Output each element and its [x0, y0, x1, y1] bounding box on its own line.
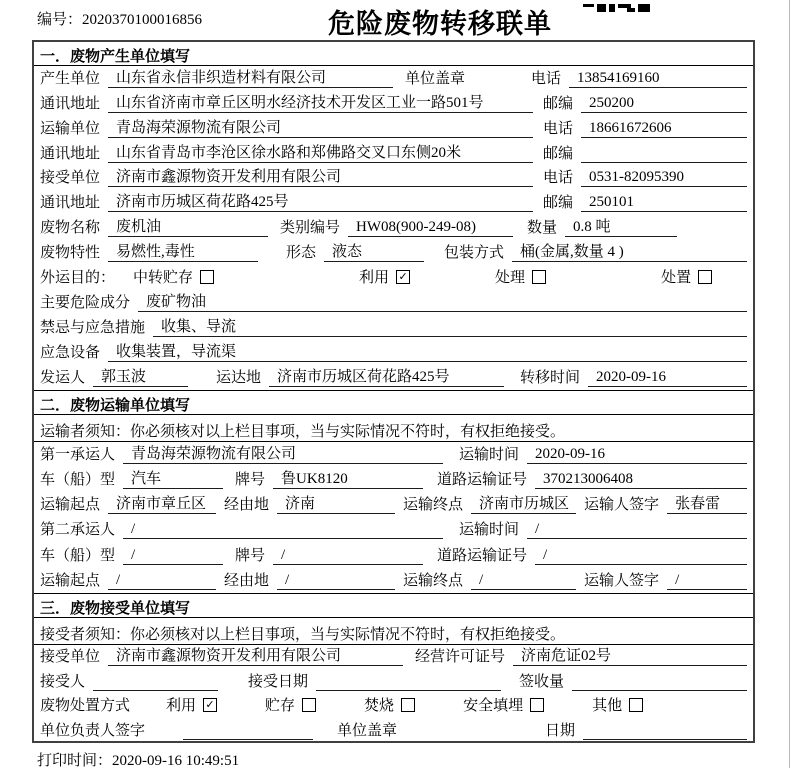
receiver-zip-value: 250101 — [581, 194, 747, 212]
producer-value: 山东省永信非织造材料有限公司 — [108, 66, 393, 88]
carrier-sign-label: 运输人签字 — [584, 572, 660, 589]
destination-value: 济南市历城区荷花路425号 — [269, 365, 504, 387]
equipment-value: 收集装置，导流渠 — [108, 340, 747, 362]
first-terminus-value: 济南市历城区 — [471, 492, 576, 514]
disposal-option-incinerate — [364, 694, 415, 715]
address-label: 通讯地址 — [40, 95, 101, 112]
address-label: 通讯地址 — [40, 195, 101, 212]
disposal-option-other — [592, 694, 643, 715]
row-first-vehicle — [34, 467, 753, 492]
disposal-option-landfill — [463, 694, 544, 715]
via-label: 经由地 — [224, 572, 270, 589]
second-road-license-value: / — [535, 547, 747, 565]
permit-label: 经营许可证号 — [415, 649, 506, 666]
section-producer — [34, 42, 753, 390]
page-title: 危险废物转移联单 — [328, 9, 552, 39]
option-label: 贮存 — [265, 698, 296, 715]
taboo-label: 禁忌与应急措施 — [40, 319, 146, 336]
row-second-route — [34, 568, 753, 593]
row-taboo-measures — [34, 315, 753, 340]
unit-seal-label: 单位盖章 — [405, 70, 466, 87]
packing-label: 包装方式 — [444, 245, 505, 262]
quantity-value: 0.8 吨 — [565, 215, 677, 237]
receive-date-label: 接受日期 — [248, 673, 309, 690]
first-plate-value: 鲁UK8120 — [273, 467, 423, 489]
consignor-value: 郭玉波 — [93, 365, 188, 387]
phone-label: 电话 — [531, 70, 562, 87]
road-license-label: 道路运输证号 — [437, 471, 528, 488]
transporter-phone-value: 18661672606 — [581, 120, 747, 138]
date-value — [583, 723, 747, 740]
first-road-license-value: 370213006408 — [535, 471, 747, 489]
second-carrier-sign-value: / — [667, 572, 747, 590]
second-carrier-label: 第二承运人 — [40, 522, 116, 539]
category-value: HW08(900-249-08) — [348, 219, 513, 237]
row-transporter — [34, 116, 753, 141]
print-time — [37, 749, 239, 770]
taboo-value: 收集、导流 — [153, 315, 747, 337]
transporter-address-value: 山东省青岛市李沧区徐水路和郑佛路交叉口东侧20米 — [108, 141, 533, 163]
first-vehicle-value: 汽车 — [123, 467, 223, 489]
checkbox-utilize-icon: ✓ — [203, 698, 217, 712]
section3-title: 三．废物接受单位填写 — [34, 593, 753, 618]
row-consignor — [34, 365, 753, 390]
checkbox-store-icon — [302, 698, 316, 712]
section2-title: 二．废物运输单位填写 — [34, 390, 753, 415]
second-via-value: / — [277, 572, 395, 590]
option-label: 利用 — [166, 698, 197, 715]
manager-sign-label: 单位负责人签字 — [40, 722, 146, 739]
recipient-label: 接受人 — [40, 673, 86, 690]
row-first-carrier — [34, 442, 753, 467]
origin-label: 运输起点 — [40, 572, 101, 589]
form-value: 液态 — [324, 240, 424, 262]
permit-value: 济南危证02号 — [513, 644, 747, 666]
receiver-notice: 接受者须知：你必须核对以上栏目事项，当与实际情况不符时，有权拒绝接受。 — [34, 618, 753, 645]
receive-unit-label: 接受单位 — [40, 649, 101, 666]
purpose-option-transfer-storage — [133, 266, 214, 287]
transfer-manifest-form — [32, 40, 755, 743]
receiver-value: 济南市鑫源物资开发利用有限公司 — [108, 165, 533, 187]
vehicle-type-label: 车（船）型 — [40, 471, 116, 488]
first-via-value: 济南 — [277, 492, 395, 514]
page-right-edge — [789, 0, 790, 768]
disposal-option-store — [265, 694, 316, 715]
option-label: 处置 — [661, 270, 692, 287]
zip-label: 邮编 — [543, 195, 574, 212]
via-label: 经由地 — [224, 497, 270, 514]
waste-name-label: 废物名称 — [40, 220, 101, 237]
character-value: 易燃性,毒性 — [108, 240, 258, 262]
first-carrier-label: 第一承运人 — [40, 446, 116, 463]
checkbox-dispose-icon — [698, 270, 712, 284]
receive-date-value — [316, 674, 501, 691]
row-waste-character — [34, 240, 753, 265]
equipment-label: 应急设备 — [40, 344, 101, 361]
row-recipient — [34, 669, 753, 694]
phone-label: 电话 — [543, 170, 574, 187]
transfer-time-value: 2020-09-16 — [588, 369, 747, 387]
option-label: 安全填埋 — [463, 698, 524, 715]
second-plate-value: / — [273, 547, 423, 565]
road-license-label: 道路运输证号 — [437, 547, 528, 564]
qr-code-fragment-icon — [583, 0, 653, 18]
purpose-option-dispose — [661, 266, 712, 287]
second-terminus-value: / — [471, 572, 576, 590]
plate-label: 牌号 — [235, 547, 266, 564]
purpose-option-utilize — [359, 266, 410, 287]
print-time-label: 打印时间： — [37, 753, 113, 769]
transporter-notice: 运输者须知：你必须核对以上栏目事项，当与实际情况不符时，有权拒绝接受。 — [34, 415, 753, 442]
first-origin-value: 济南市章丘区 — [108, 492, 216, 514]
print-time-value: 2020-09-16 10:49:51 — [112, 753, 240, 769]
option-label: 其他 — [592, 698, 623, 715]
row-first-route — [34, 492, 753, 517]
row-transporter-address — [34, 141, 753, 166]
disposal-option-utilize — [166, 694, 217, 715]
terminus-label: 运输终点 — [403, 497, 464, 514]
transporter-value: 青岛海荣源物流有限公司 — [108, 116, 533, 138]
receiver-phone-value: 0531-82095390 — [581, 169, 747, 187]
serial-value: 2020370100016856 — [82, 12, 203, 28]
transfer-time-label: 转移时间 — [520, 369, 581, 386]
transport-time-label: 运输时间 — [459, 522, 520, 539]
signed-amount-value — [572, 674, 747, 691]
row-receive-unit — [34, 645, 753, 670]
second-transport-time-value: / — [527, 521, 747, 539]
section1-title: 一．废物产生单位填写 — [34, 42, 753, 66]
row-purpose — [34, 265, 753, 290]
checkbox-treat-icon — [532, 270, 546, 284]
purpose-label: 外运目的： — [40, 270, 116, 287]
destination-label: 运达地 — [216, 369, 262, 386]
transporter-zip-value — [581, 146, 747, 163]
row-second-carrier — [34, 517, 753, 542]
second-origin-value: / — [108, 572, 216, 590]
unit-seal-label: 单位盖章 — [337, 722, 398, 739]
plate-label: 牌号 — [235, 471, 266, 488]
signed-amount-label: 签收量 — [519, 673, 565, 690]
row-producer — [34, 66, 753, 91]
quantity-label: 数量 — [527, 220, 558, 237]
packing-value: 桶(金属,数量 4 ) — [512, 240, 747, 262]
checkbox-incinerate-icon — [401, 698, 415, 712]
phone-label: 电话 — [543, 120, 574, 137]
second-carrier-value: / — [123, 521, 443, 539]
row-receiver-address — [34, 190, 753, 215]
producer-label: 产生单位 — [40, 70, 101, 87]
checkbox-utilize-icon: ✓ — [396, 270, 410, 284]
zip-label: 邮编 — [543, 145, 574, 162]
row-hazard-component — [34, 290, 753, 315]
first-transport-time-value: 2020-09-16 — [527, 446, 747, 464]
hazard-value: 废矿物油 — [138, 290, 747, 312]
serial-label: 编号： — [37, 12, 83, 28]
option-label: 焚烧 — [364, 698, 395, 715]
first-carrier-value: 青岛海荣源物流有限公司 — [123, 442, 443, 464]
row-producer-address — [34, 91, 753, 116]
character-label: 废物特性 — [40, 245, 101, 262]
checkbox-transfer-storage-icon — [200, 270, 214, 284]
category-label: 类别编号 — [280, 220, 341, 237]
carrier-sign-label: 运输人签字 — [584, 497, 660, 514]
terminus-label: 运输终点 — [403, 572, 464, 589]
row-second-vehicle — [34, 542, 753, 567]
producer-address-value: 山东省济南市章丘区明水经济技术开发区工业一路501号 — [108, 91, 533, 113]
section-receiver — [34, 593, 753, 743]
consignor-label: 发运人 — [40, 369, 86, 386]
second-vehicle-value: / — [123, 547, 223, 565]
option-label: 中转贮存 — [133, 270, 194, 287]
waste-name-value: 废机油 — [108, 215, 268, 237]
recipient-value — [93, 674, 218, 691]
option-label: 利用 — [359, 270, 390, 287]
receiver-address-value: 济南市历城区荷花路425号 — [108, 190, 533, 212]
option-label: 处理 — [495, 270, 526, 287]
row-receiver — [34, 166, 753, 191]
checkbox-other-icon — [629, 698, 643, 712]
row-emergency-equipment — [34, 340, 753, 365]
transport-time-label: 运输时间 — [459, 446, 520, 463]
purpose-option-treat — [495, 266, 546, 287]
row-manager-sign — [34, 718, 753, 743]
origin-label: 运输起点 — [40, 497, 101, 514]
manager-sign-value — [183, 723, 313, 740]
checkbox-landfill-icon — [530, 698, 544, 712]
date-label: 日期 — [545, 722, 576, 739]
hazard-label: 主要危险成分 — [40, 294, 131, 311]
disposal-method-label: 废物处置方式 — [40, 698, 131, 715]
receiver-label: 接受单位 — [40, 170, 101, 187]
form-label: 形态 — [286, 245, 317, 262]
producer-zip-value: 250200 — [581, 95, 747, 113]
section-transporter — [34, 390, 753, 593]
row-disposal-method — [34, 694, 753, 719]
receive-unit-value: 济南市鑫源物资开发利用有限公司 — [108, 644, 403, 666]
transporter-label: 运输单位 — [40, 120, 101, 137]
producer-phone-value: 13854169160 — [569, 70, 747, 88]
first-carrier-sign-value: 张春雷 — [667, 492, 747, 514]
address-label: 通讯地址 — [40, 145, 101, 162]
row-waste-name — [34, 215, 753, 240]
zip-label: 邮编 — [543, 95, 574, 112]
vehicle-type-label: 车（船）型 — [40, 547, 116, 564]
